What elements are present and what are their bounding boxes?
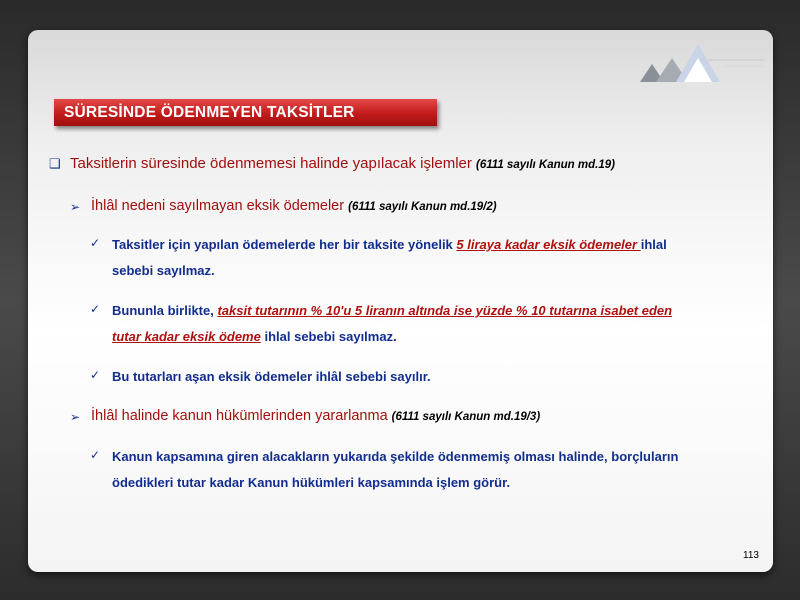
highlight-text: tutar kadar eksik ödeme	[112, 329, 261, 344]
checkmark-icon: ✓	[90, 368, 101, 382]
slide-title: SÜRESİNDE ÖDENMEYEN TAKSİTLER	[54, 99, 437, 126]
highlight-text: 5 liraya kadar eksik ödemeler	[456, 237, 641, 252]
list-item-continuation: sebebi sayılmaz.	[112, 263, 215, 278]
main-point-ref: (6111 sayılı Kanun md.19)	[476, 159, 615, 171]
highlight-text: taksit tutarının % 10'u 5 liranın altında ise yüzde % 10 tutarına isabet eden	[217, 303, 673, 318]
list-item-continuation: ödedikleri tutar kadar Kanun hükümleri kapsamında işlem görür.	[112, 475, 511, 490]
square-bullet-icon: ❑	[49, 156, 61, 171]
list-item-text: ihlal	[640, 237, 667, 252]
list-item	[112, 303, 672, 318]
subpoint-heading-text: İhlâl halinde kanun hükümlerinden yararlanma	[91, 408, 392, 424]
list-item-text: Taksitler için yapılan ödemelerde her bir taksite yönelik	[112, 237, 457, 252]
list-item	[112, 237, 667, 252]
arrow-bullet-icon: ➢	[70, 200, 81, 214]
checkmark-icon: ✓	[90, 236, 101, 250]
list-item: Bu tutarları aşan eksik ödemeler ihlâl sebebi sayılır.	[112, 369, 431, 384]
main-point	[70, 155, 615, 172]
arrow-bullet-icon: ➢	[70, 410, 81, 424]
list-item: Kanun kapsamına giren alacakların yukarıda şekilde ödenmemiş olması halinde, borçluların	[112, 449, 679, 464]
list-item-text: ihlal sebebi sayılmaz.	[260, 329, 397, 344]
mountain-logo-icon	[638, 40, 768, 85]
subpoint-heading-ref: (6111 sayılı Kanun md.19/2)	[348, 201, 497, 213]
list-item-text: Bununla birlikte,	[112, 303, 218, 318]
checkmark-icon: ✓	[90, 302, 101, 316]
checkmark-icon: ✓	[90, 448, 101, 462]
page-number: 113	[743, 550, 759, 561]
subpoint-heading-text: İhlâl nedeni sayılmayan eksik ödemeler	[91, 198, 349, 214]
list-item-continuation	[112, 329, 397, 344]
subpoint-heading	[91, 408, 540, 424]
subpoint-heading	[91, 198, 497, 214]
subpoint-heading-ref: (6111 sayılı Kanun md.19/3)	[391, 411, 541, 423]
main-point-text: Taksitlerin süresinde ödenmemesi halinde yapılacak işlemler	[70, 155, 477, 172]
